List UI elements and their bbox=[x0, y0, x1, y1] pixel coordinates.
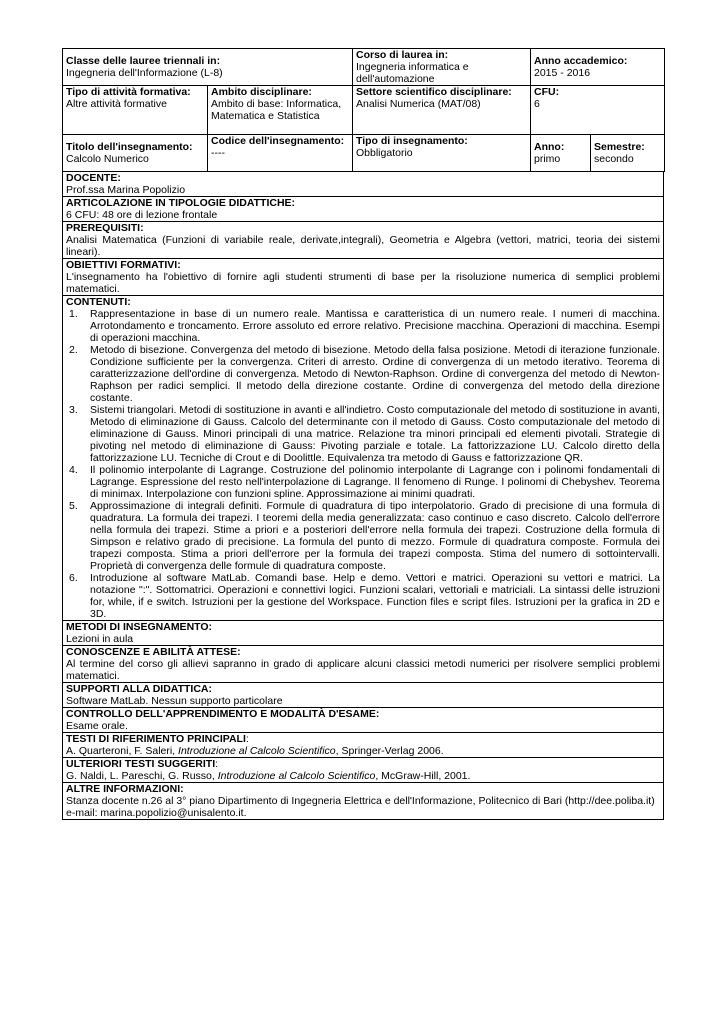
settore-label: Settore scientifico disciplinare: bbox=[356, 86, 512, 98]
ulteriori-authors: G. Naldi, L. Pareschi, G. Russo, bbox=[66, 770, 218, 782]
list-item-text: Approssimazione di integrali definiti. Formule di quadratura di tipo interpolatorio. Grado di precisione di una formula di quadratura. La formula dei trapezi. I teoremi della media generalizzata: caso continuo e caso discreto. Calcolo dell'errore nella formula dei trapezi. Stime a priori e a posteriori dell'errore nella formula dei trapezi. Costruzione della formula di Simpson e relativo grado di precisione. La formula del punto di mezzo. Formule di quadratura composte. Formula dei trapezi composta. Stima a priori dell'errore per la formula dei trapezi composta. Stima del numero di sottointervalli. Proprietà di convergenza delle formule di quadratura composte. bbox=[90, 500, 660, 572]
list-item bbox=[66, 404, 660, 464]
altre-label: ALTRE INFORMAZIONI: bbox=[66, 783, 184, 795]
semestre-label: Semestre: bbox=[594, 141, 645, 153]
articolazione-section bbox=[63, 197, 664, 222]
settore-cell bbox=[353, 86, 531, 135]
controllo-value: Esame orale. bbox=[66, 720, 128, 732]
corso-cell bbox=[353, 49, 531, 86]
docente-label: DOCENTE: bbox=[66, 172, 121, 184]
altre-section bbox=[63, 783, 664, 820]
ulteriori-label: ULTERIORI TESTI SUGGERITI bbox=[66, 758, 216, 770]
testi-label: TESTI DI RIFERIMENTO PRINCIPALI bbox=[66, 733, 246, 745]
anno-accademico-label: Anno accademico: bbox=[534, 55, 628, 67]
list-item-text: Introduzione al software MatLab. Comandi base. Help e demo. Vettori e matrici. Operazioni su vettori e matrici. La notazione ":". Sottomatrici. Operazioni e connettivi logici. Funzioni scalari, vettoriali e matriciali. La sintassi delle istruzioni for, while, if e switch. Istruzioni per la gestione del Workspace. Function files e script files. Istruzioni per la grafica in 2D e 3D. bbox=[90, 572, 660, 620]
altre-value: Stanza docente n.26 al 3° piano Dipartimento di Ingegneria Elettrica e dell'Informazione, Politecnico di Bari (http://dee.poliba.it) bbox=[66, 795, 655, 807]
cfu-label: CFU: bbox=[534, 86, 560, 98]
titolo-value: Calcolo Numerico bbox=[66, 153, 149, 165]
list-item-number: 1. bbox=[69, 308, 78, 320]
obiettivi-label: OBIETTIVI FORMATIVI: bbox=[66, 259, 181, 271]
codice-label: Codice dell'insegnamento: bbox=[211, 135, 345, 147]
tipo-insegnamento-value: Obbligatorio bbox=[356, 147, 413, 159]
ulteriori-rest: , McGraw-Hill, 2001. bbox=[375, 770, 471, 782]
cfu-cell bbox=[531, 86, 665, 135]
list-item bbox=[66, 500, 660, 572]
tipo-insegnamento-label: Tipo di insegnamento: bbox=[356, 135, 468, 147]
corso-label: Corso di laurea in: bbox=[356, 49, 449, 61]
ulteriori-value bbox=[66, 770, 660, 782]
codice-cell bbox=[208, 135, 353, 172]
prerequisiti-section bbox=[63, 222, 664, 259]
anno-label: Anno: bbox=[534, 141, 565, 153]
list-item-number: 6. bbox=[69, 572, 78, 584]
classe-cell bbox=[63, 49, 353, 86]
ulteriori-colon: : bbox=[215, 758, 219, 770]
list-item-text: Rappresentazione in base di un numero reale. Mantissa e caratteristica di un numero reale. I numeri di macchina. Arrotondamento e troncamento. Errore assoluto ed errore relativo. Precisione macchina. Operazioni di macchina. Esempi di operazioni macchina. bbox=[90, 308, 660, 344]
ulteriori-title: Introduzione al Calcolo Scientifico bbox=[217, 770, 376, 782]
course-sheet bbox=[62, 48, 664, 820]
corso-value: Ingegneria informatica e dell'automazione bbox=[356, 61, 469, 85]
course-header-table bbox=[62, 48, 665, 172]
codice-value: ---- bbox=[211, 147, 225, 159]
metodi-section bbox=[63, 621, 664, 646]
contenuti-section bbox=[63, 296, 664, 621]
testi-value bbox=[66, 745, 660, 757]
list-item-number: 3. bbox=[69, 404, 78, 416]
anno-value: primo bbox=[534, 153, 561, 165]
testi-rest: , Springer-Verlag 2006. bbox=[335, 745, 444, 757]
list-item-number: 2. bbox=[69, 344, 78, 356]
tipo-attivita-cell bbox=[63, 86, 208, 135]
testi-title: Introduzione al Calcolo Scientifico bbox=[178, 745, 336, 757]
tipo-insegnamento-cell bbox=[353, 135, 531, 172]
supporti-value: Software MatLab. Nessun supporto particolare bbox=[66, 695, 283, 707]
cfu-value: 6 bbox=[534, 98, 540, 110]
contenuti-label: CONTENUTI: bbox=[66, 296, 131, 308]
ambito-cell bbox=[208, 86, 353, 135]
supporti-label: SUPPORTI ALLA DIDATTICA: bbox=[66, 683, 213, 695]
controllo-label: CONTROLLO DELL'APPRENDIMENTO E MODALITÀ D'ESAME: bbox=[66, 708, 380, 720]
testi-authors: A. Quarteroni, F. Saleri, bbox=[66, 745, 179, 757]
obiettivi-section bbox=[63, 259, 664, 296]
conoscenze-section bbox=[63, 646, 664, 683]
list-item-number: 5. bbox=[69, 500, 78, 512]
prerequisiti-label: PREREQUISITI: bbox=[66, 222, 144, 234]
list-item bbox=[66, 572, 660, 620]
ulteriori-section bbox=[63, 758, 664, 783]
semestre-value: secondo bbox=[594, 153, 634, 165]
conoscenze-label: CONOSCENZE E ABILITÀ ATTESE: bbox=[66, 646, 241, 658]
metodi-label: METODI DI INSEGNAMENTO: bbox=[66, 621, 213, 633]
list-item-text: Il polinomio interpolante di Lagrange. Costruzione del polinomio interpolante di Lagrange con i polinomi fondamentali di Lagrange. Espressione del resto nell'interpolazione di Lagrange. Il fenomeno di Runge. I polinomi di Chebyshev. Teorema di minimax. Interpolazione con funzioni spline. Approssimazione ai minimi quadrati. bbox=[90, 464, 660, 500]
list-item-number: 4. bbox=[69, 464, 78, 476]
tipo-attivita-label: Tipo di attività formativa: bbox=[66, 86, 191, 98]
testi-colon: : bbox=[245, 733, 249, 745]
list-item-text: Metodo di bisezione. Convergenza del metodo di bisezione. Metodo della falsa posizione. Metodi di iterazione funzionale. Condizione sufficiente per la convergenza. Criteri di arresto. Ordine di convergenza di un metodo iterativo. Teorema di caratterizzazione dell'ordine di convergenza. Metodo di Newton-Raphson. Ordine di convergenza del metodo di Newton-Raphson per radici semplici. Il metodo della direzione costante. Ordine di convergenza del metodo della direzione costante. bbox=[90, 344, 660, 404]
docente-value: Prof.ssa Marina Popolizio bbox=[66, 184, 186, 196]
testi-heading bbox=[66, 733, 660, 745]
list-item bbox=[66, 464, 660, 500]
conoscenze-value: Al termine del corso gli allievi sapranno in grado di applicare alcuni classici metodi numerici per risolvere semplici problemi matematici. bbox=[66, 658, 660, 682]
anno-accademico-cell bbox=[531, 49, 665, 86]
course-details-table bbox=[62, 171, 664, 820]
prerequisiti-value: Analisi Matematica (Funzioni di variabile reale, derivate,integrali), Geometria e Algebra (vettori, matrici, teoria dei sistemi lineari). bbox=[66, 234, 660, 258]
articolazione-value: 6 CFU: 48 ore di lezione frontale bbox=[66, 209, 218, 221]
metodi-value: Lezioni in aula bbox=[66, 633, 134, 645]
ambito-label: Ambito disciplinare: bbox=[211, 86, 312, 98]
supporti-section bbox=[63, 683, 664, 708]
testi-section bbox=[63, 733, 664, 758]
tipo-attivita-value: Altre attività formative bbox=[66, 98, 167, 110]
list-item-text: Sistemi triangolari. Metodi di sostituzione in avanti e all'indietro. Costo computazionale del metodo di sostituzione in avanti, Metodo di eliminazione di Gauss. Calcolo del determinante con il metodo di Gauss. Costo computazionale del metodo di eliminazione di Gauss. Minori principali di una matrice. Relazione tra minori principali ed elementi pivotali. Strategie di pivoting nel metodo di eliminazione di Gauss: Pivoting parziale e totale. La fattorizzazione LU. Calcolo diretto della fattorizzazione LU. Tecniche di Crout e di Doolittle. Equivalenza tra metodo di Gauss e fattorizzazione QR. bbox=[90, 404, 660, 464]
contenuti-list bbox=[66, 308, 660, 620]
docente-section bbox=[63, 172, 664, 197]
semestre-cell bbox=[591, 135, 665, 172]
articolazione-label: ARTICOLAZIONE IN TIPOLOGIE DIDATTICHE: bbox=[66, 197, 296, 209]
controllo-section bbox=[63, 708, 664, 733]
altre-email: e-mail: marina.popolizio@unisalento.it. bbox=[66, 807, 247, 819]
titolo-label: Titolo dell'insegnamento: bbox=[66, 141, 193, 153]
ambito-value: Ambito di base: Informatica, Matematica e Statistica bbox=[211, 98, 342, 122]
anno-accademico-value: 2015 - 2016 bbox=[534, 67, 591, 79]
titolo-cell bbox=[63, 135, 208, 172]
classe-value: Ingegneria dell'Informazione (L-8) bbox=[66, 67, 223, 79]
classe-label: Classe delle lauree triennali in: bbox=[66, 55, 221, 67]
anno-cell bbox=[531, 135, 591, 172]
list-item bbox=[66, 308, 660, 344]
settore-value: Analisi Numerica (MAT/08) bbox=[356, 98, 481, 110]
list-item bbox=[66, 344, 660, 404]
obiettivi-value: L'insegnamento ha l'obiettivo di fornire agli studenti strumenti di base per la risoluzione numerica di semplici problemi matematici. bbox=[66, 271, 660, 295]
ulteriori-heading bbox=[66, 758, 660, 770]
